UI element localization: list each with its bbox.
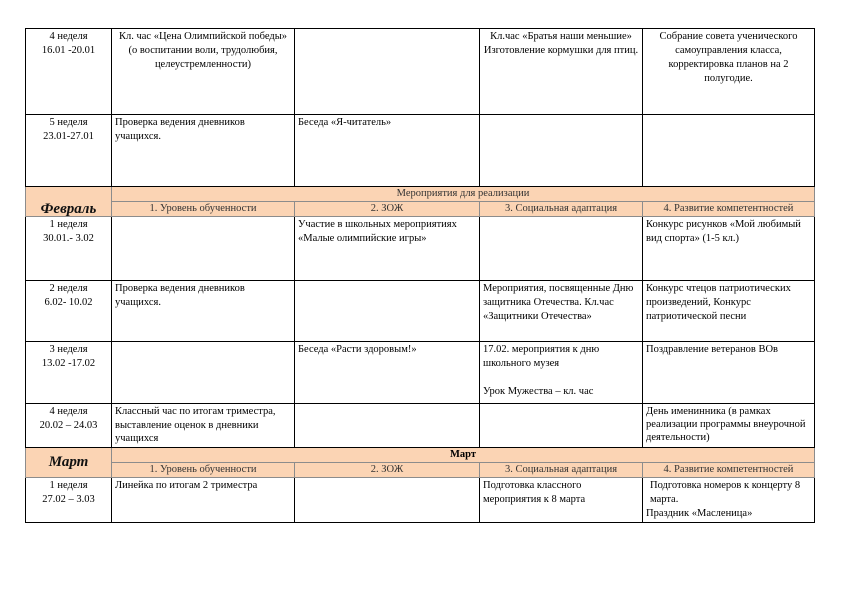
cell-health: Беседа «Я-читатель» <box>295 115 480 187</box>
week-dates: 6.02- 10.02 <box>44 297 93 308</box>
week-label: 5 неделя <box>49 117 88 128</box>
week-label: 1 неделя <box>49 480 88 491</box>
week-label: 2 неделя <box>49 283 88 294</box>
week-cell <box>26 29 112 115</box>
column-header-health: 2. ЗОЖ <box>295 202 480 217</box>
cell-health <box>295 29 480 115</box>
cell-competence: Поздравление ветеранов ВОв <box>643 342 815 404</box>
month-label-february: Февраль <box>26 187 112 217</box>
week-cell <box>26 404 112 448</box>
cell-social <box>480 342 643 404</box>
group-title: Мероприятия для реализации <box>112 187 815 202</box>
competence-activity: Подготовка номеров к концерту 8 марта. <box>650 480 801 505</box>
cell-health <box>295 281 480 342</box>
table-row <box>26 404 815 448</box>
table-row <box>26 29 815 115</box>
week-dates: 13.02 -17.02 <box>41 358 96 369</box>
column-header-row <box>26 463 815 478</box>
column-header-health: 2. ЗОЖ <box>295 463 480 478</box>
week-dates: 30.01.- 3.02 <box>43 233 94 244</box>
week-label: 4 неделя <box>49 406 88 417</box>
week-cell <box>26 115 112 187</box>
cell-social: Кл.час «Братья наши меньшие» Изготовление кормушки для птиц. <box>480 29 643 115</box>
cell-competence <box>643 478 815 523</box>
column-header-competence: 4. Развитие компетентностей <box>643 463 815 478</box>
cell-social: Подготовка классного мероприятия к 8 марта <box>480 478 643 523</box>
week-cell <box>26 217 112 281</box>
group-title: Март <box>112 448 815 463</box>
cell-learning <box>112 217 295 281</box>
column-header-learning: 1. Уровень обученности <box>112 463 295 478</box>
cell-health <box>295 404 480 448</box>
cell-learning <box>112 342 295 404</box>
week-label: 1 неделя <box>49 219 88 230</box>
cell-learning: Кл. час «Цена Олимпийской победы» (о воспитании воли, трудолюбия, целеустремленности) <box>112 29 295 115</box>
social-activity: 17.02. мероприятия к дню школьного музея <box>483 344 600 369</box>
week-label: 3 неделя <box>49 344 88 355</box>
table-row <box>26 281 815 342</box>
table-row <box>26 342 815 404</box>
column-header-social: 3. Социальная адаптация <box>480 202 643 217</box>
week-cell <box>26 342 112 404</box>
week-cell <box>26 478 112 523</box>
cell-competence: Конкурс рисунков «Мой любимый вид спорта» (1-5 кл.) <box>643 217 815 281</box>
cell-social <box>480 115 643 187</box>
month-header-row <box>26 187 815 202</box>
column-header-social: 3. Социальная адаптация <box>480 463 643 478</box>
cell-health <box>295 478 480 523</box>
table-row <box>26 478 815 523</box>
cell-competence: Собрание совета ученического самоуправления класса, корректировка планов на 2 полугодие. <box>643 29 815 115</box>
column-header-competence: 4. Развитие компетентностей <box>643 202 815 217</box>
month-header-row <box>26 448 815 463</box>
table-row <box>26 217 815 281</box>
cell-learning: Линейка по итогам 2 триместра <box>112 478 295 523</box>
column-header-row <box>26 202 815 217</box>
cell-social: Мероприятия, посвященные Дню защитника Отечества. Кл.час «Защитники Отечества» <box>480 281 643 342</box>
cell-learning: Проверка ведения дневников учащихся. <box>112 115 295 187</box>
week-dates: 27.02 – 3.03 <box>42 494 95 505</box>
week-dates: 16.01 -20.01 <box>41 45 96 56</box>
competence-activity: Праздник «Масленица» <box>646 508 753 519</box>
cell-social <box>480 404 643 448</box>
table-row <box>26 115 815 187</box>
cell-competence <box>643 115 815 187</box>
cell-social <box>480 217 643 281</box>
cell-learning: Классный час по итогам триместра, выставление оценок в дневники учащихся <box>112 404 295 448</box>
social-activity: Урок Мужества – кл. час <box>483 386 594 397</box>
activity-plan-table <box>25 28 815 523</box>
cell-health: Беседа «Расти здоровым!» <box>295 342 480 404</box>
cell-competence: День именинника (в рамках реализации программы внеурочной деятельности) <box>643 404 815 448</box>
month-label-march: Март <box>26 448 112 478</box>
week-cell <box>26 281 112 342</box>
cell-competence: Конкурс чтецов патриотических произведений, Конкурс патриотической песни <box>643 281 815 342</box>
column-header-learning: 1. Уровень обученности <box>112 202 295 217</box>
cell-learning: Проверка ведения дневников учащихся. <box>112 281 295 342</box>
week-label: 4 неделя <box>49 31 88 42</box>
week-dates: 20.02 – 24.03 <box>39 420 98 431</box>
week-dates: 23.01-27.01 <box>43 131 94 142</box>
cell-health: Участие в школьных мероприятиях «Малые олимпийские игры» <box>295 217 480 281</box>
